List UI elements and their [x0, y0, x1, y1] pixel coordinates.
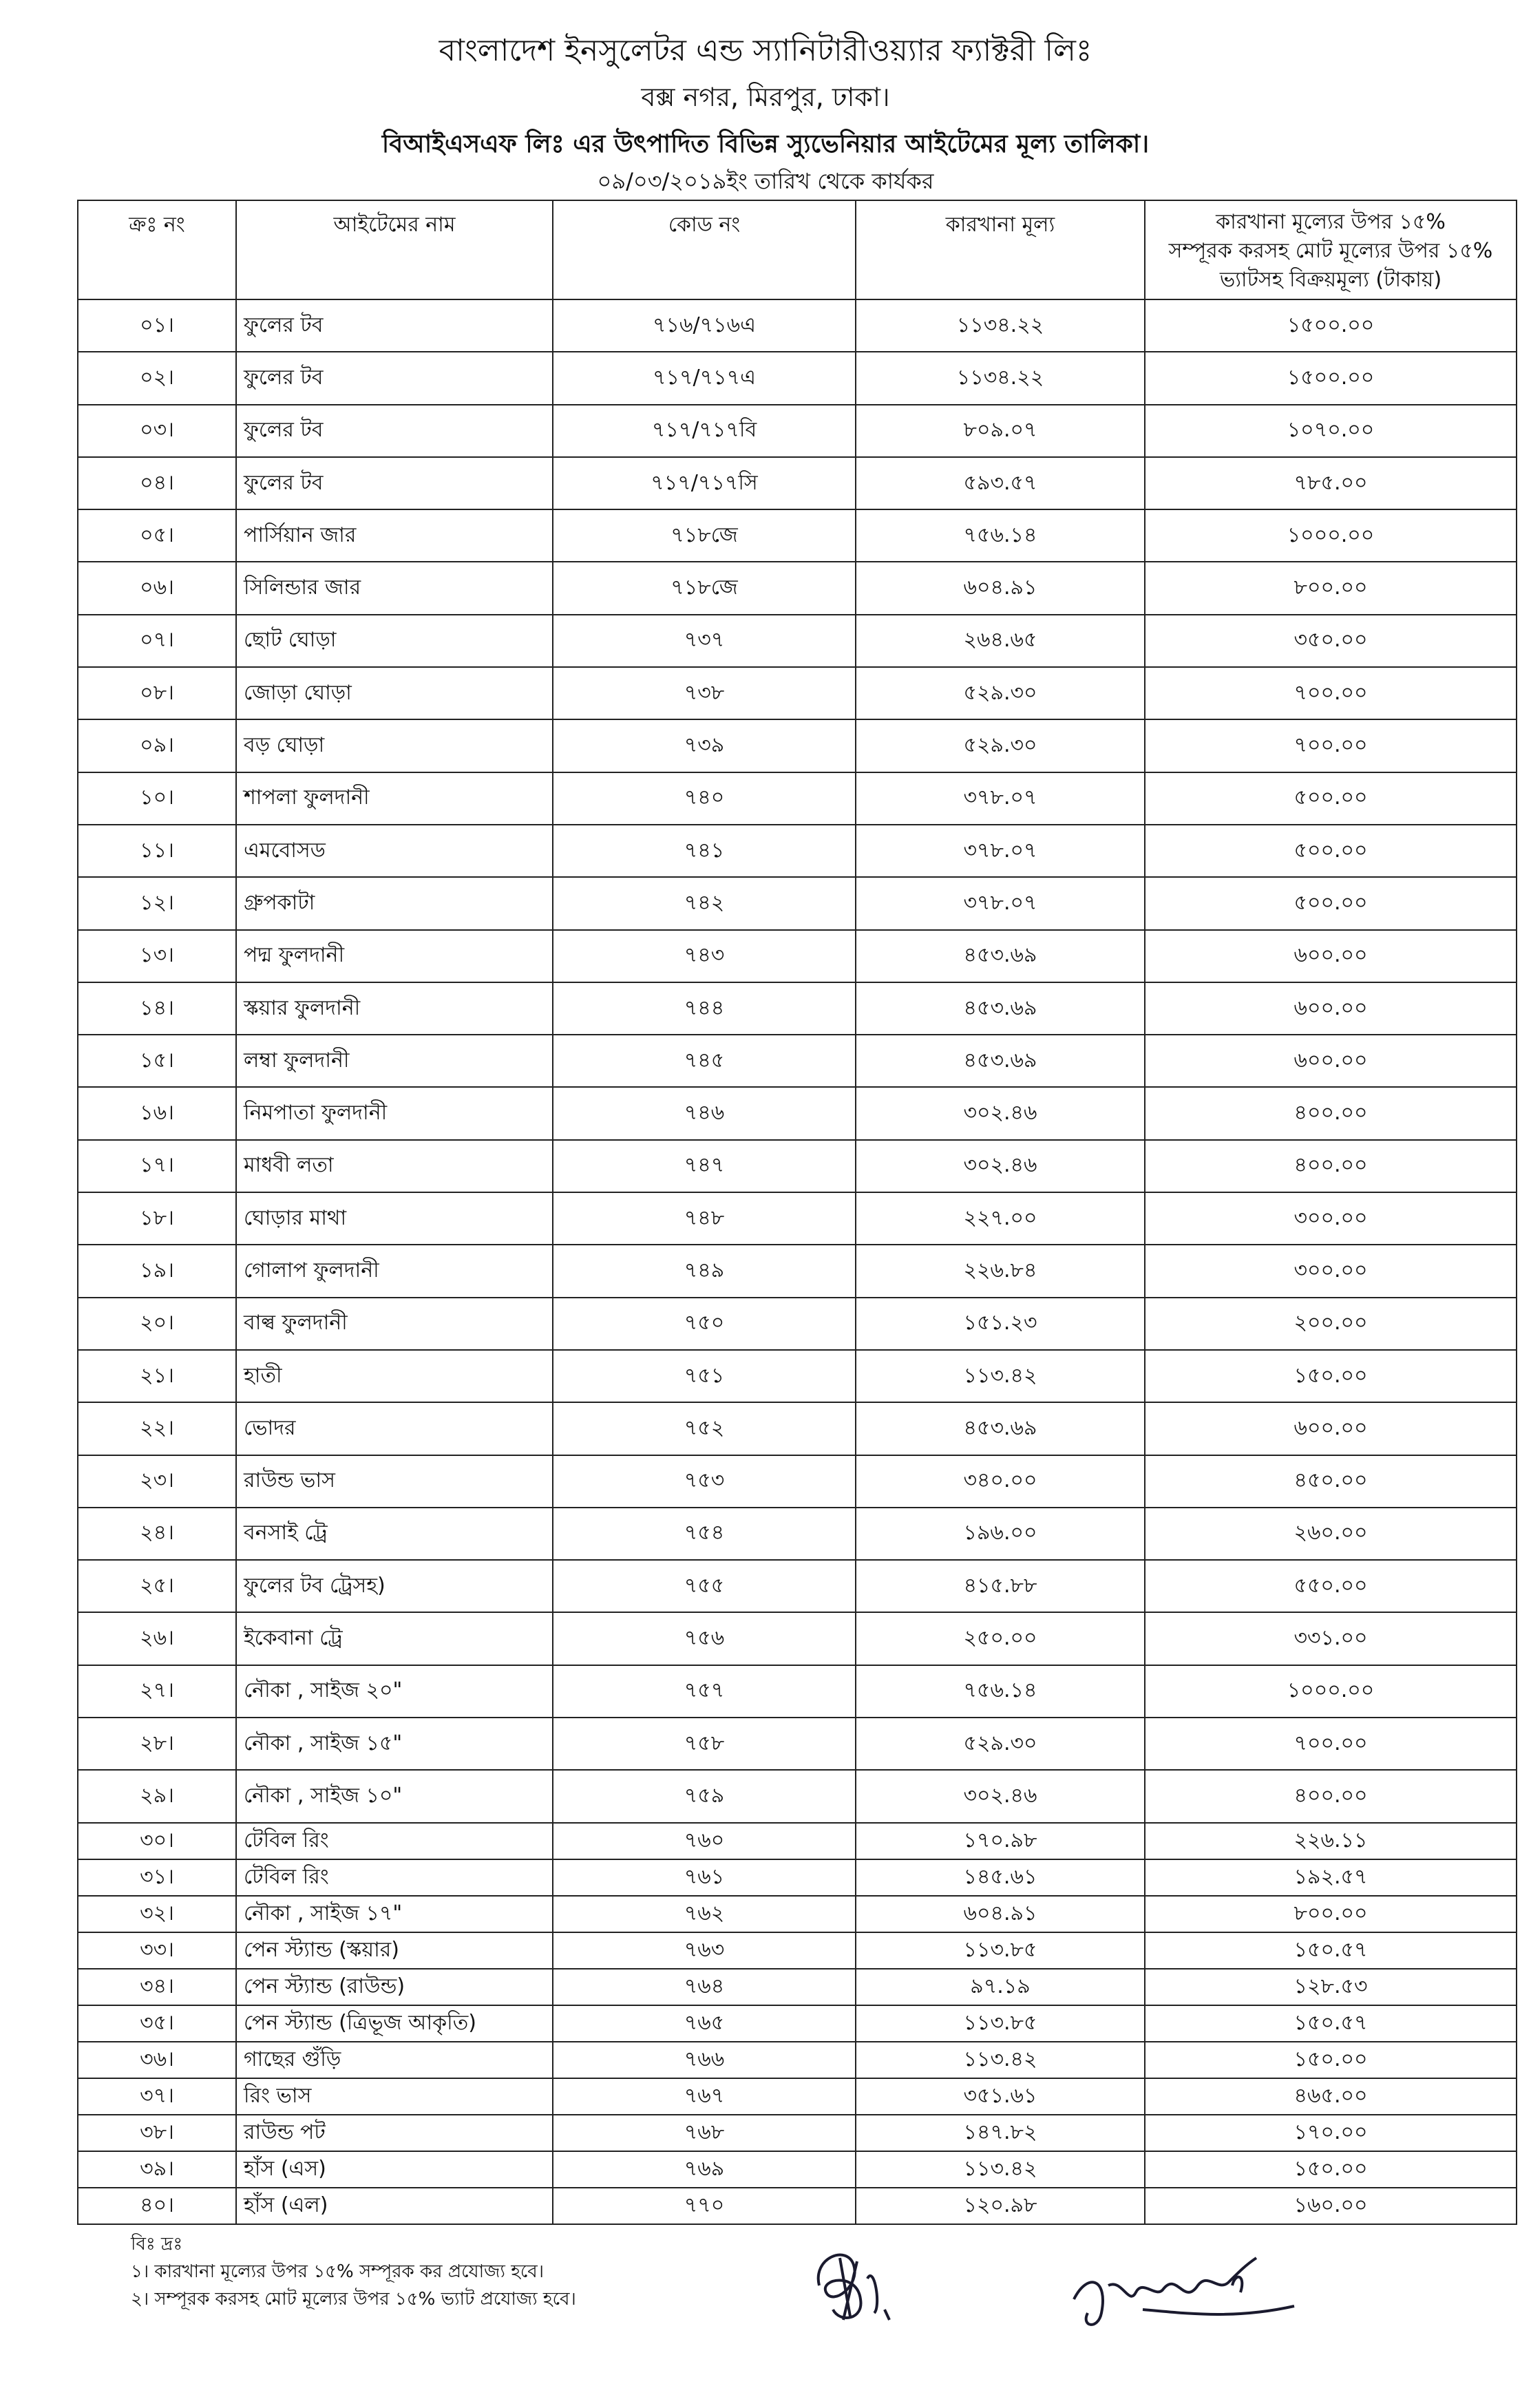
cell-code: ৭৬৪	[553, 1969, 856, 2005]
table-row	[78, 2151, 1517, 2188]
table-row	[78, 719, 1517, 772]
cell-vat-price: ৭০০.০০	[1145, 1718, 1517, 1770]
cell-factory-price: ১৫১.২৩	[856, 1298, 1145, 1350]
cell-code: ৭৪৩	[553, 930, 856, 982]
cell-item-name: ফুলের টব	[236, 299, 553, 352]
table-row	[78, 1896, 1517, 1932]
cell-vat-price: ২৬০.০০	[1145, 1508, 1517, 1560]
table-row	[78, 930, 1517, 982]
cell-sl: ১৭।	[78, 1140, 236, 1192]
table-row	[78, 877, 1517, 929]
cell-vat-price: ১৬০.০০	[1145, 2188, 1517, 2224]
cell-code: ৭৫৬	[553, 1612, 856, 1665]
header-code: কোড নং	[553, 200, 856, 299]
cell-vat-price: ৭০০.০০	[1145, 667, 1517, 719]
cell-item-name: বাল্ব ফুলদানী	[236, 1298, 553, 1350]
cell-item-name: রাউন্ড পট	[236, 2115, 553, 2151]
cell-sl: ৩৪।	[78, 1969, 236, 2005]
cell-code: ৭৫০	[553, 1298, 856, 1350]
cell-factory-price: ৭৫৬.১৪	[856, 1665, 1145, 1718]
cell-code: ৭৬৩	[553, 1932, 856, 1969]
cell-factory-price: ৩৪০.০০	[856, 1455, 1145, 1508]
cell-item-name: ইকেবানা ট্রে	[236, 1612, 553, 1665]
cell-code: ৭৪১	[553, 825, 856, 877]
cell-factory-price: ৩০২.৪৬	[856, 1770, 1145, 1822]
cell-sl: ১১।	[78, 825, 236, 877]
cell-vat-price: ১৫০০.০০	[1145, 299, 1517, 352]
cell-vat-price: ৩৩১.০০	[1145, 1612, 1517, 1665]
note-item-2: ২। সম্পূরক করসহ মোট মূল্যের উপর ১৫% ভ্যাট প্রযোজ্য হবে।	[131, 2289, 576, 2310]
cell-code: ৭৩৭	[553, 615, 856, 667]
table-row	[78, 1969, 1517, 2005]
cell-sl: ৩৫।	[78, 2005, 236, 2042]
table-row	[78, 2115, 1517, 2151]
cell-code: ৭৫৮	[553, 1718, 856, 1770]
cell-item-name: স্কয়ার ফুলদানী	[236, 982, 553, 1035]
cell-sl: ০৩।	[78, 405, 236, 457]
cell-sl: ১৮।	[78, 1192, 236, 1245]
cell-sl: ১০।	[78, 772, 236, 825]
cell-item-name: টেবিল রিং	[236, 1823, 553, 1859]
table-body	[78, 299, 1517, 2224]
header-sl: ক্রঃ নং	[78, 200, 236, 299]
cell-item-name: নিমপাতা ফুলদানী	[236, 1087, 553, 1139]
cell-vat-price: ১৫০.০০	[1145, 2151, 1517, 2188]
cell-code: ৭৬৯	[553, 2151, 856, 2188]
cell-vat-price: ৪৬৫.০০	[1145, 2078, 1517, 2115]
cell-item-name: মাধবী লতা	[236, 1140, 553, 1192]
header-vat-line2: সম্পূরক করসহ মোট মূল্যের উপর ১৫%	[1168, 239, 1493, 263]
cell-factory-price: ৩৭৮.০৭	[856, 825, 1145, 877]
cell-item-name: পেন স্ট্যান্ড (স্কয়ার)	[236, 1932, 553, 1969]
table-row	[78, 1859, 1517, 1896]
cell-vat-price: ৮০০.০০	[1145, 1896, 1517, 1932]
header-item-name: আইটেমের নাম	[236, 200, 553, 299]
cell-factory-price: ৪১৫.৮৮	[856, 1560, 1145, 1612]
cell-code: ৭৪৭	[553, 1140, 856, 1192]
cell-code: ৭৬৫	[553, 2005, 856, 2042]
cell-item-name: লম্বা ফুলদানী	[236, 1035, 553, 1087]
table-row	[78, 1192, 1517, 1245]
cell-vat-price: ৬০০.০০	[1145, 982, 1517, 1035]
cell-vat-price: ৫০০.০০	[1145, 825, 1517, 877]
cell-sl: ০৭।	[78, 615, 236, 667]
cell-item-name: পেন স্ট্যান্ড (ত্রিভূজ আকৃতি)	[236, 2005, 553, 2042]
table-row	[78, 1823, 1517, 1859]
effective-date: ০৯/০৩/২০১৯ইং তারিখ থেকে কার্যকর	[597, 168, 934, 194]
header-factory-price: কারখানা মূল্য	[856, 200, 1145, 299]
cell-item-name: পদ্ম ফুলদানী	[236, 930, 553, 982]
cell-vat-price: ৪০০.০০	[1145, 1140, 1517, 1192]
cell-vat-price: ১৫০.৫৭	[1145, 1932, 1517, 1969]
table-row	[78, 825, 1517, 877]
table-row	[78, 1087, 1517, 1139]
table-row	[78, 2188, 1517, 2224]
cell-item-name: এমবোসড	[236, 825, 553, 877]
cell-factory-price: ১১৩.৪২	[856, 1350, 1145, 1402]
cell-code: ৭৫২	[553, 1402, 856, 1455]
cell-factory-price: ২২৬.৮৪	[856, 1245, 1145, 1297]
cell-vat-price: ৭০০.০০	[1145, 719, 1517, 772]
cell-factory-price: ৫২৯.৩০	[856, 1718, 1145, 1770]
cell-factory-price: ১১৩.৪২	[856, 2151, 1145, 2188]
cell-item-name: বড় ঘোড়া	[236, 719, 553, 772]
cell-vat-price: ২০০.০০	[1145, 1298, 1517, 1350]
cell-factory-price: ৫৯৩.৫৭	[856, 457, 1145, 509]
cell-code: ৭৪৫	[553, 1035, 856, 1087]
cell-sl: ৩৬।	[78, 2042, 236, 2078]
cell-sl: ২৬।	[78, 1612, 236, 1665]
cell-vat-price: ৮০০.০০	[1145, 562, 1517, 614]
document-title: বিআইএসএফ লিঃ এর উৎপাদিত বিভিন্ন স্যুভেনিয়ার আইটেমের মূল্য তালিকা।	[381, 130, 1150, 158]
cell-factory-price: ১৪৭.৮২	[856, 2115, 1145, 2151]
cell-factory-price: ২২৭.০০	[856, 1192, 1145, 1245]
cell-sl: ২৪।	[78, 1508, 236, 1560]
cell-sl: ১২।	[78, 877, 236, 929]
cell-vat-price: ১৫০.০০	[1145, 1350, 1517, 1402]
company-address: বক্স নগর, মিরপুর, ঢাকা।	[641, 82, 890, 112]
cell-sl: ০৮।	[78, 667, 236, 719]
cell-sl: ০৫।	[78, 509, 236, 562]
cell-item-name: রাউন্ড ভাস	[236, 1455, 553, 1508]
table-row	[78, 1770, 1517, 1822]
cell-vat-price: ৩০০.০০	[1145, 1192, 1517, 1245]
table-row	[78, 615, 1517, 667]
cell-factory-price: ১৭০.৯৮	[856, 1823, 1145, 1859]
cell-factory-price: ১১৩.৮৫	[856, 2005, 1145, 2042]
cell-sl: ৩৯।	[78, 2151, 236, 2188]
cell-code: ৭৫১	[553, 1350, 856, 1402]
cell-code: ৭৪৪	[553, 982, 856, 1035]
cell-factory-price: ৩০২.৪৬	[856, 1140, 1145, 1192]
cell-vat-price: ১৫০.০০	[1145, 2042, 1517, 2078]
table-row	[78, 1508, 1517, 1560]
cell-vat-price: ৪৫০.০০	[1145, 1455, 1517, 1508]
cell-sl: ১৩।	[78, 930, 236, 982]
cell-factory-price: ২৫০.০০	[856, 1612, 1145, 1665]
cell-code: ৭৩৮	[553, 667, 856, 719]
cell-sl: ২৭।	[78, 1665, 236, 1718]
cell-item-name: শাপলা ফুলদানী	[236, 772, 553, 825]
cell-sl: ০২।	[78, 352, 236, 404]
cell-item-name: নৌকা , সাইজ ১৭"	[236, 1896, 553, 1932]
table-row	[78, 1035, 1517, 1087]
cell-code: ৭১৭/৭১৭বি	[553, 405, 856, 457]
cell-factory-price: ৪৫৩.৬৯	[856, 930, 1145, 982]
table-row	[78, 1932, 1517, 1969]
table-row	[78, 1718, 1517, 1770]
table-row	[78, 1350, 1517, 1402]
cell-vat-price: ১৫০০.০০	[1145, 352, 1517, 404]
cell-sl: ৩৭।	[78, 2078, 236, 2115]
header-vat-line1: কারখানা মূল্যের উপর ১৫%	[1216, 210, 1446, 234]
cell-vat-price: ৭৮৫.০০	[1145, 457, 1517, 509]
cell-sl: ৩১।	[78, 1859, 236, 1896]
cell-item-name: গ্রুপকাটা	[236, 877, 553, 929]
cell-factory-price: ৬০৪.৯১	[856, 1896, 1145, 1932]
cell-code: ৭১৮জে	[553, 562, 856, 614]
cell-factory-price: ৪৫৩.৬৯	[856, 1035, 1145, 1087]
cell-sl: ২৩।	[78, 1455, 236, 1508]
cell-sl: ২৫।	[78, 1560, 236, 1612]
cell-code: ৭১৭/৭১৭এ	[553, 352, 856, 404]
cell-factory-price: ১১৩.৪২	[856, 2042, 1145, 2078]
cell-item-name: পেন স্ট্যান্ড (রাউন্ড)	[236, 1969, 553, 2005]
cell-vat-price: ১০০০.০০	[1145, 509, 1517, 562]
cell-factory-price: ৩০২.৪৬	[856, 1087, 1145, 1139]
table-row	[78, 1245, 1517, 1297]
cell-vat-price: ৬০০.০০	[1145, 1035, 1517, 1087]
cell-sl: ২২।	[78, 1402, 236, 1455]
signature-1	[792, 2237, 929, 2334]
cell-vat-price: ৫০০.০০	[1145, 877, 1517, 929]
cell-factory-price: ১৯৬.০০	[856, 1508, 1145, 1560]
cell-item-name: হাঁস (এল)	[236, 2188, 553, 2224]
cell-code: ৭৭০	[553, 2188, 856, 2224]
table-row	[78, 1612, 1517, 1665]
cell-vat-price: ৪০০.০০	[1145, 1770, 1517, 1822]
cell-factory-price: ৪৫৩.৬৯	[856, 1402, 1145, 1455]
table-row	[78, 1298, 1517, 1350]
cell-code: ৭৬১	[553, 1859, 856, 1896]
cell-vat-price: ৬০০.০০	[1145, 1402, 1517, 1455]
cell-factory-price: ৯৭.১৯	[856, 1969, 1145, 2005]
cell-item-name: ফুলের টব	[236, 457, 553, 509]
cell-sl: ২৯।	[78, 1770, 236, 1822]
table-row	[78, 1665, 1517, 1718]
cell-vat-price: ১০৭০.০০	[1145, 405, 1517, 457]
cell-sl: ৪০।	[78, 2188, 236, 2224]
cell-code: ৭৬৬	[553, 2042, 856, 2078]
cell-factory-price: ২৬৪.৬৫	[856, 615, 1145, 667]
price-table	[77, 200, 1517, 2225]
cell-item-name: সিলিন্ডার জার	[236, 562, 553, 614]
cell-item-name: নৌকা , সাইজ ২০"	[236, 1665, 553, 1718]
cell-item-name: হাঁস (এস)	[236, 2151, 553, 2188]
cell-code: ৭৫৪	[553, 1508, 856, 1560]
cell-item-name: নৌকা , সাইজ ১৫"	[236, 1718, 553, 1770]
cell-item-name: গাছের গুঁড়ি	[236, 2042, 553, 2078]
cell-item-name: হাতী	[236, 1350, 553, 1402]
table-row	[78, 509, 1517, 562]
cell-sl: ০৯।	[78, 719, 236, 772]
cell-factory-price: ১১৩.৮৫	[856, 1932, 1145, 1969]
note-item-1: ১। কারখানা মূল্যের উপর ১৫% সম্পূরক কর প্রযোজ্য হবে।	[131, 2261, 545, 2282]
cell-code: ৭৪০	[553, 772, 856, 825]
header-vat-price	[1145, 200, 1517, 299]
header-vat-line3: ভ্যাটসহ বিক্রয়মূল্য (টাকায়)	[1219, 268, 1442, 292]
cell-item-name: ছোট ঘোড়া	[236, 615, 553, 667]
cell-code: ৭৬২	[553, 1896, 856, 1932]
cell-code: ৭৪৬	[553, 1087, 856, 1139]
notes-title: বিঃ দ্রঃ	[131, 2234, 183, 2254]
table-row	[78, 1560, 1517, 1612]
cell-vat-price: ১২৮.৫৩	[1145, 1969, 1517, 2005]
cell-vat-price: ৫০০.০০	[1145, 772, 1517, 825]
cell-factory-price: ৪৫৩.৬৯	[856, 982, 1145, 1035]
cell-code: ৭৬০	[553, 1823, 856, 1859]
cell-sl: ২১।	[78, 1350, 236, 1402]
cell-item-name: নৌকা , সাইজ ১০"	[236, 1770, 553, 1822]
table-row	[78, 352, 1517, 404]
cell-item-name: ফুলের টব	[236, 405, 553, 457]
cell-vat-price: ৩০০.০০	[1145, 1245, 1517, 1297]
cell-factory-price: ১২০.৯৮	[856, 2188, 1145, 2224]
cell-item-name: ভোদর	[236, 1402, 553, 1455]
cell-code: ৭৫৯	[553, 1770, 856, 1822]
cell-factory-price: ১১৩৪.২২	[856, 352, 1145, 404]
signature-2	[1060, 2244, 1308, 2341]
cell-code: ৭৪২	[553, 877, 856, 929]
notes	[131, 2230, 576, 2313]
cell-sl: ১৪।	[78, 982, 236, 1035]
table-row	[78, 2078, 1517, 2115]
cell-vat-price: ২২৬.১১	[1145, 1823, 1517, 1859]
cell-item-name: জোড়া ঘোড়া	[236, 667, 553, 719]
cell-code: ৭১৬/৭১৬এ	[553, 299, 856, 352]
cell-sl: ১৯।	[78, 1245, 236, 1297]
cell-factory-price: ১১৩৪.২২	[856, 299, 1145, 352]
cell-code: ৭৫৫	[553, 1560, 856, 1612]
company-name: বাংলাদেশ ইনসুলেটর এন্ড স্যানিটারীওয়্যার ফ্যাক্টরী লিঃ	[439, 33, 1092, 68]
cell-code: ৭৫৭	[553, 1665, 856, 1718]
cell-item-name: ফুলের টব ট্রেসহ)	[236, 1560, 553, 1612]
table-row	[78, 1140, 1517, 1192]
cell-factory-price: ৮০৯.০৭	[856, 405, 1145, 457]
cell-factory-price: ৩৫১.৬১	[856, 2078, 1145, 2115]
cell-vat-price: ১৫০.৫৭	[1145, 2005, 1517, 2042]
cell-factory-price: ৭৫৬.১৪	[856, 509, 1145, 562]
cell-item-name: পার্সিয়ান জার	[236, 509, 553, 562]
cell-code: ৭৫৩	[553, 1455, 856, 1508]
cell-vat-price: ১০০০.০০	[1145, 1665, 1517, 1718]
cell-vat-price: ৫৫০.০০	[1145, 1560, 1517, 1612]
cell-item-name: রিং ভাস	[236, 2078, 553, 2115]
cell-sl: ২৮।	[78, 1718, 236, 1770]
cell-sl: ৩৩।	[78, 1932, 236, 1969]
table-row	[78, 667, 1517, 719]
cell-factory-price: ৩৭৮.০৭	[856, 877, 1145, 929]
cell-item-name: টেবিল রিং	[236, 1859, 553, 1896]
table-header-row	[78, 200, 1517, 299]
table-row	[78, 2005, 1517, 2042]
table-row	[78, 457, 1517, 509]
cell-code: ৭১৮জে	[553, 509, 856, 562]
cell-code: ৭১৭/৭১৭সি	[553, 457, 856, 509]
cell-sl: ০১।	[78, 299, 236, 352]
cell-sl: ১৫।	[78, 1035, 236, 1087]
cell-sl: ৩৮।	[78, 2115, 236, 2151]
cell-item-name: গোলাপ ফুলদানী	[236, 1245, 553, 1297]
table-row	[78, 405, 1517, 457]
cell-vat-price: ৬০০.০০	[1145, 930, 1517, 982]
table-row	[78, 772, 1517, 825]
table-row	[78, 1455, 1517, 1508]
cell-sl: ২০।	[78, 1298, 236, 1350]
cell-factory-price: ৫২৯.৩০	[856, 667, 1145, 719]
table-row	[78, 562, 1517, 614]
table-row	[78, 2042, 1517, 2078]
cell-code: ৭৩৯	[553, 719, 856, 772]
cell-code: ৭৪৮	[553, 1192, 856, 1245]
cell-item-name: ফুলের টব	[236, 352, 553, 404]
cell-factory-price: ৫২৯.৩০	[856, 719, 1145, 772]
cell-code: ৭৬৮	[553, 2115, 856, 2151]
cell-sl: ৩২।	[78, 1896, 236, 1932]
cell-item-name: ঘোড়ার মাথা	[236, 1192, 553, 1245]
table-row	[78, 1402, 1517, 1455]
cell-vat-price: ৩৫০.০০	[1145, 615, 1517, 667]
cell-code: ৭৬৭	[553, 2078, 856, 2115]
cell-vat-price: ৪০০.০০	[1145, 1087, 1517, 1139]
cell-factory-price: ৩৭৮.০৭	[856, 772, 1145, 825]
table-row	[78, 299, 1517, 352]
cell-vat-price: ১৯২.৫৭	[1145, 1859, 1517, 1896]
cell-sl: ০৬।	[78, 562, 236, 614]
cell-factory-price: ৬০৪.৯১	[856, 562, 1145, 614]
cell-item-name: বনসাই ট্রে	[236, 1508, 553, 1560]
cell-sl: ৩০।	[78, 1823, 236, 1859]
cell-sl: ০৪।	[78, 457, 236, 509]
table-row	[78, 982, 1517, 1035]
cell-vat-price: ১৭০.০০	[1145, 2115, 1517, 2151]
cell-sl: ১৬।	[78, 1087, 236, 1139]
cell-code: ৭৪৯	[553, 1245, 856, 1297]
cell-factory-price: ১৪৫.৬১	[856, 1859, 1145, 1896]
